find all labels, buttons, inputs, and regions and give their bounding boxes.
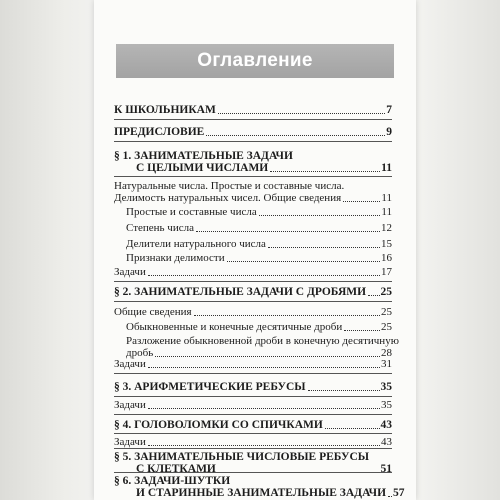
toc-entry-decomposition <box>126 335 399 359</box>
toc-entry-text: С КЛЕТКАМИ <box>136 463 216 475</box>
toc-entry-divisibility-signs <box>126 252 392 264</box>
toc-entry-text: дробь <box>126 347 154 359</box>
toc-entry-text: Разложение обыкновенной дроби в конечную десятичную <box>126 335 399 347</box>
dot-leader <box>343 201 380 202</box>
dot-leader <box>155 356 380 357</box>
toc-entry-text: Общие сведения <box>114 306 192 318</box>
toc-entry-text: § 4. ГОЛОВОЛОМКИ СО СПИЧКАМИ <box>114 419 323 431</box>
divider <box>114 301 392 302</box>
toc-entry-problems-4 <box>114 436 392 448</box>
toc-entry-text: Простые и составные числа <box>126 206 257 218</box>
toc-entry-problems-1 <box>114 266 392 278</box>
toc-entry-section-6 <box>114 475 405 499</box>
toc-entry-power <box>126 222 392 234</box>
dot-leader <box>194 315 380 316</box>
toc-entry-section-3 <box>114 381 392 393</box>
toc-entry-text: Задачи <box>114 266 146 278</box>
toc-entry-text: § 3. АРИФМЕТИЧЕСКИЕ РЕБУСЫ <box>114 381 306 393</box>
dot-leader <box>148 367 380 368</box>
toc-entry-divisors <box>126 238 392 250</box>
dot-leader <box>325 428 380 429</box>
toc-entry-text: Признаки делимости <box>126 252 225 264</box>
book-spine-shadow <box>0 0 94 500</box>
dot-leader <box>259 215 381 216</box>
toc-entry-general-info <box>114 306 392 318</box>
dot-leader <box>148 275 380 276</box>
toc-entry-section-4 <box>114 419 392 431</box>
toc-entry-text: Задачи <box>114 358 146 370</box>
divider <box>114 472 392 473</box>
toc-page-number: 9 <box>386 126 392 138</box>
toc-page-number: 12 <box>381 222 392 234</box>
divider <box>114 281 392 282</box>
dot-leader <box>218 113 385 114</box>
toc-page-number: 11 <box>381 162 392 174</box>
page-title: Оглавление <box>197 50 313 71</box>
toc-page-number: 43 <box>381 436 392 448</box>
toc-page-number: 15 <box>381 238 392 250</box>
dot-leader <box>308 390 380 391</box>
toc-page-number: 31 <box>381 358 392 370</box>
toc-page-number: 7 <box>386 104 392 116</box>
toc-entry-fractions <box>126 321 392 333</box>
divider <box>114 396 392 397</box>
toc-entry-section-1 <box>114 150 392 174</box>
dot-leader <box>344 330 380 331</box>
dot-leader <box>368 295 379 296</box>
toc-entry-text: ПРЕДИСЛОВИЕ <box>114 126 205 138</box>
toc-page-number: 35 <box>381 399 392 411</box>
toc-entry-problems-3 <box>114 399 392 411</box>
dot-leader <box>148 408 380 409</box>
toc-page-number: 25 <box>381 321 392 333</box>
toc-page-number: 16 <box>381 252 392 264</box>
toc-entry-text: § 5. ЗАНИМАТЕЛЬНЫЕ ЧИСЛОВЫЕ РЕБУСЫ <box>114 451 370 463</box>
dot-leader <box>388 496 392 497</box>
toc-page-number: 25 <box>380 286 392 298</box>
toc-entry-text: Натуральные числа. Простые и составные числа. <box>114 180 345 192</box>
toc-entry-text: Делимость натуральных чисел. Общие сведения <box>114 192 342 204</box>
divider <box>114 141 392 142</box>
toc-entry-text: И СТАРИННЫЕ ЗАНИМАТЕЛЬНЫЕ ЗАДАЧИ <box>136 487 387 499</box>
toc-entry-text: § 2. ЗАНИМАТЕЛЬНЫЕ ЗАДАЧИ С ДРОБЯМИ <box>114 286 367 298</box>
toc-page-number: 57 <box>393 487 405 499</box>
toc-entry-problems-2 <box>114 358 392 370</box>
dot-leader <box>268 247 380 248</box>
toc-entry-text: Задачи <box>114 399 146 411</box>
toc-entry-text: Делители натурального числа <box>126 238 266 250</box>
toc-page-number: 35 <box>380 381 392 393</box>
divider <box>114 119 392 120</box>
toc-entry-text: § 6. ЗАДАЧИ-ШУТКИ <box>114 475 231 487</box>
toc-entry-section-2 <box>114 286 392 298</box>
toc-entry-preface <box>114 126 392 138</box>
divider <box>114 448 392 449</box>
toc-entry-text: Задачи <box>114 436 146 448</box>
toc-entry-text: § 1. ЗАНИМАТЕЛЬНЫЕ ЗАДАЧИ <box>114 150 293 162</box>
divider <box>114 373 392 374</box>
toc-page-number: 25 <box>381 306 392 318</box>
toc-entry-text: С ЦЕЛЫМИ ЧИСЛАМИ <box>136 162 269 174</box>
toc-page-number: 43 <box>380 419 392 431</box>
dot-leader <box>227 261 380 262</box>
divider <box>114 176 392 177</box>
toc-page-number: 11 <box>381 206 392 218</box>
divider <box>114 414 392 415</box>
toc-page-number: 51 <box>380 463 392 475</box>
toc-page-number: 11 <box>381 192 392 204</box>
dot-leader <box>270 171 380 172</box>
toc-entry-natural-numbers <box>114 180 392 204</box>
toc-page-number: 28 <box>381 347 392 359</box>
toc-entry-text: К ШКОЛЬНИКАМ <box>114 104 216 116</box>
toc-page-number: 17 <box>381 266 392 278</box>
title-banner <box>116 44 394 78</box>
toc-entry-to-schoolchildren <box>114 104 392 116</box>
toc-entry-text: Степень числа <box>126 222 194 234</box>
dot-leader <box>196 231 380 232</box>
divider <box>114 433 392 434</box>
dot-leader <box>148 445 380 446</box>
dot-leader <box>206 135 385 136</box>
toc-entry-prime-composite <box>126 206 392 218</box>
toc-entry-text: Обыкновенные и конечные десятичные дроби <box>126 321 343 333</box>
page-edge-shadow <box>416 0 500 500</box>
